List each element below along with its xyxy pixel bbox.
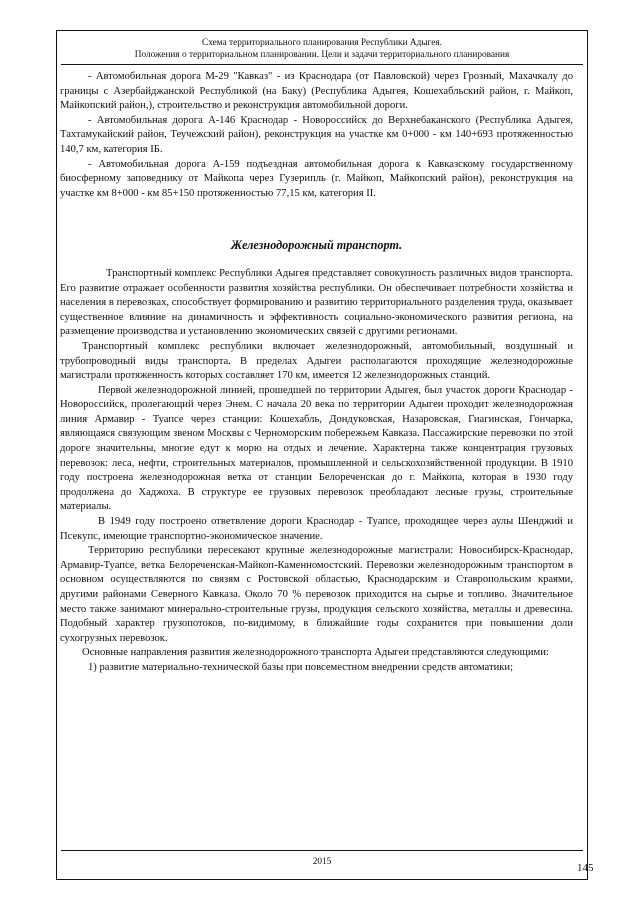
footer-divider — [61, 850, 583, 851]
page-number: 145 — [577, 862, 594, 874]
paragraph-directions: Основные направления развития железнодорожного транспорта Адыгеи представляются следующими: — [82, 647, 549, 659]
header-subtitle: Положения о территориальном планировании. Цели и задачи территориального планирования — [134, 50, 510, 60]
document-body — [60, 70, 573, 676]
list-item-1: 1) развитие материально-технической базы при повсеместном внедрении средств автоматики; — [88, 661, 514, 673]
paragraph-1949-branch: В 1949 году построено ответвление дороги Краснодар - Туапсе, проходящее через аулы Шенджий и Псекупс, имеющие транспортно-экономическое значение. — [60, 516, 573, 542]
header-title: Схема территориального планирования Республики Адыгея. — [202, 38, 442, 48]
paragraph-road-m29: - Автомобильная дорога М-29 "Кавказ" - из Краснодара (от Павловской) через Грозный, Махачкалу до границы с Азербайджанской Республикой (на Баку) (Республика Адыгея, Кошехабльский район, г. Майкоп, Майкопский район,), строительство и реконструкция автомобильной дороги. — [60, 71, 573, 112]
running-header — [57, 37, 587, 61]
header-divider — [61, 64, 583, 65]
paragraph-road-a159: - Автомобильная дорога А-159 подъездная автомобильная дорога к Кавказскому государственному биосферному заповеднику от Майкопа через Гузерипль (г. Майкоп, Майкопский район), реконструкция на участке км 8+000 - км 85+150 протяженностью 77,15 км, категория II. — [60, 158, 573, 199]
paragraph-main-lines: Территорию республики пересекают крупные железнодорожные магистрали: Новосибирск-Краснодар, Армавир-Туапсе, ветка Белореченская-Майкоп-Каменномостский. Перевозки железнодорожным транспортом в основном осуществляются по связям с Ростовской областью, Краснодарским и Ставропольским краями, другими районами Северного Кавказа. Около 70 % перевозок приходится на сырье и топливо. Значительное место также занимают минерально-строительные грузы, продукция сельского хозяйства, металлы и древесина. Подобный характер грузопотоков, по-видимому, в ближайшие годы сохранится при повышении доли сухогрузных перевозок. — [60, 545, 573, 644]
footer-year: 2015 — [312, 857, 332, 867]
paragraph-road-a146: - Автомобильная дорога А-146 Краснодар - Новороссийск до Верхнебаканского (Республика Адыгея, Тахтамукайский район, Теучежский район), реконструкция на участке км 0+000 - км 140+693 протяженностью 140,7 км, категория IБ. — [60, 114, 573, 155]
paragraph-first-railway: Первой железнодорожной линией, прошедшей по территории Адыгея, был участок дороги Краснодар - Новороссийск, пролегающий через Энем. С начала 20 века по территории Адыгеи проходит железнодорожная линия Армавир - Туапсе через станции: Кошехабль, Дондуковская, Назаровская, Гиагинская, Гончарка, являющаяся связующим звеном Москвы с Черноморским побережьем Кавказа. Пассажирские перевозки по этой дороге значительны, многие едут к морю на отдых и лечение. Характерна также концентрация грузовых перевозок: леса, нефти, строительных материалов, промышленной и сельскохозяйственной продукции. В 1910 году построена железнодорожная ветка от станции Белореченская до г. Майкопа, которая в 1930 году продолжена до Хаджоха. В структуре ее грузовых перевозок преобладают лесные грузы, строительные материалы. — [60, 384, 573, 513]
paragraph-transport-types: Транспортный комплекс республики включает железнодорожный, автомобильный, воздушный и трубопроводный виды транспорта. В пределах Адыгеи располагаются проходящие железнодорожные магистрали протяженность которых составляет 170 км, имеется 12 железнодорожных станций. — [60, 340, 573, 382]
section-title: Железнодорожный транспорт. — [230, 238, 403, 253]
paragraph-transport-complex: Транспортный комплекс Республики Адыгея представляет совокупность различных видов транспорта. Его развитие отражает особенности развития хозяйства республики. Он обеспечивает потребности хозяйства и населения в перевозках, способствует формированию и развитию территориального разделения труда, оказывает существенное влияние на динамичность и эффективность социально-экономического развития региона, на размещение производства и установлению экономических связей с другими регионами. — [60, 267, 573, 338]
